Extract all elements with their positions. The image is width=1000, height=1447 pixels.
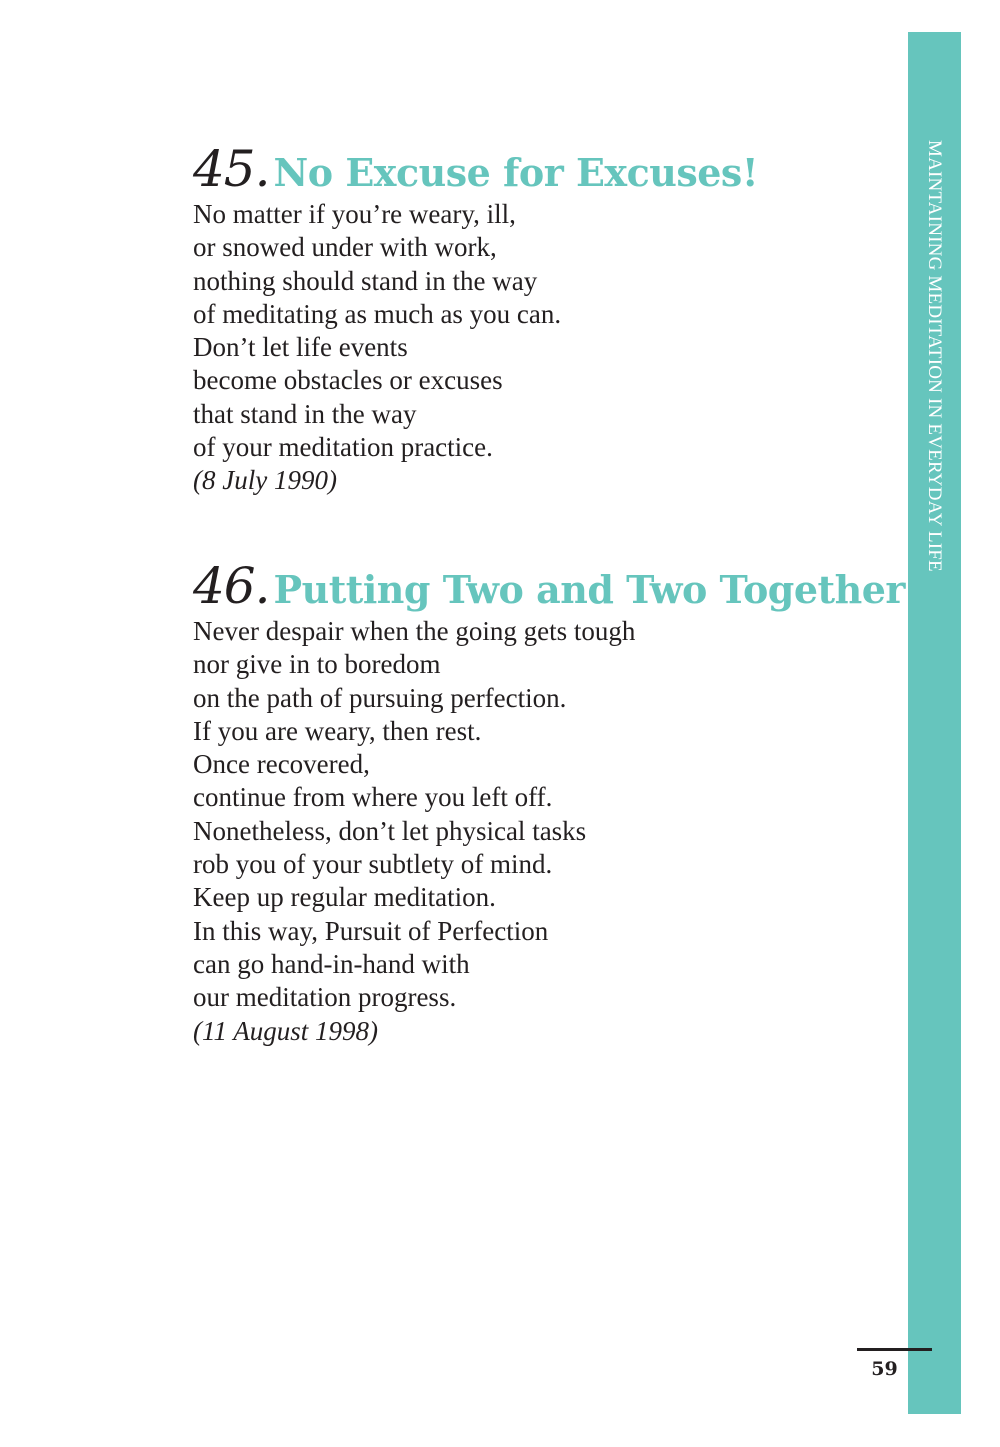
entry-date: (8 July 1990) (193, 465, 337, 496)
page-number-rule (857, 1348, 932, 1351)
entry-verse (193, 198, 758, 464)
page-number: 59 (871, 1358, 898, 1380)
entry-title: Putting Two and Two Together (273, 567, 905, 612)
entry-heading (193, 140, 758, 198)
entry-number: 46. (193, 557, 270, 615)
verse-line: nor give in to boredom (193, 649, 441, 680)
entry-heading (193, 557, 905, 615)
verse-line: become obstacles or excuses (193, 365, 503, 396)
verse-line: Never despair when the going gets tough (193, 616, 636, 646)
verse-line: Once recovered, (193, 749, 370, 780)
verse-line: If you are weary, then rest. (193, 715, 482, 746)
entry-number: 45. (193, 140, 270, 198)
verse-line: Keep up regular meditation. (193, 882, 496, 913)
verse-line: Nonetheless, don’t let physical tasks (193, 815, 587, 846)
verse-line: No matter if you’re weary, ill, (193, 199, 516, 229)
entry-date: (11 August 1998) (193, 1015, 378, 1046)
verse-line: or snowed under with work, (193, 232, 497, 263)
verse-line: of your meditation practice. (193, 432, 493, 463)
verse-line: rob you of your subtlety of mind. (193, 849, 553, 880)
verse-line: on the path of pursuing perfection. (193, 682, 567, 713)
verse-line: nothing should stand in the way (193, 265, 538, 296)
chapter-side-title: MAINTAINING MEDITATION IN EVERYDAY LIFE (924, 140, 945, 572)
verse-line: that stand in the way (193, 398, 417, 429)
verse-line: continue from where you left off. (193, 782, 553, 813)
verse-line: In this way, Pursuit of Perfection (193, 915, 549, 946)
verse-line: Don’t let life events (193, 332, 408, 363)
verse-line: our meditation progress. (193, 982, 457, 1013)
entry-45 (193, 140, 758, 498)
entry-verse (193, 615, 905, 1015)
verse-line: can go hand-in-hand with (193, 948, 470, 979)
entry-46 (193, 557, 905, 1048)
entry-title: No Excuse for Excuses! (273, 150, 758, 195)
verse-line: of meditating as much as you can. (193, 298, 562, 329)
